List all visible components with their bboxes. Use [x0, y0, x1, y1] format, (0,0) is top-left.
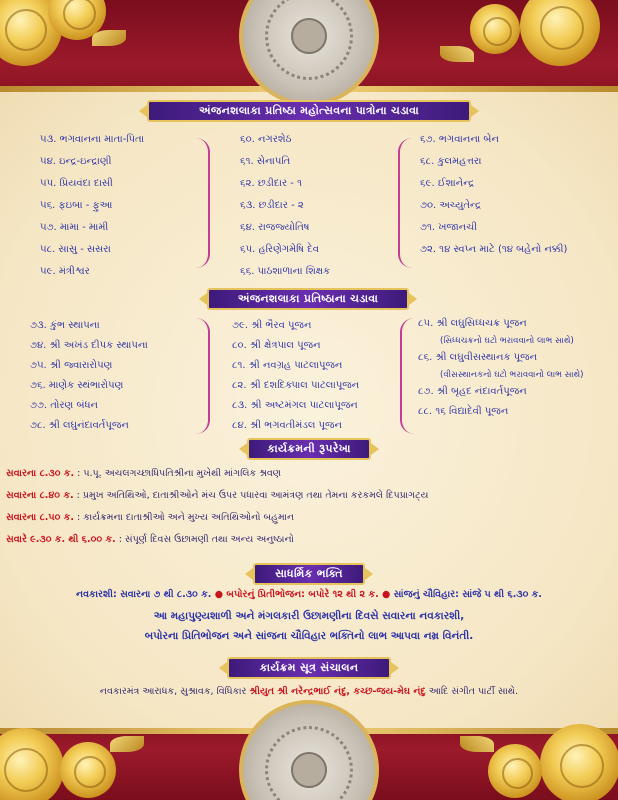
list-item: ૭૭. તોરણ બંધન [30, 400, 98, 411]
list-item: ૬૯. ઈશાનેન્દ્ર [420, 178, 475, 189]
brace-divider-icon [400, 318, 414, 434]
program-text: : પ.પૂ. અચલગચ્છાધિપતિશ્રીના મુખેથી માંગલિક શ્રવણ [74, 468, 282, 479]
section2-col2 [232, 316, 412, 436]
list-item-note: (સિધ્ધચક્રનો ઘટો ભરાવવાનો લાભ સાથે) [440, 336, 574, 346]
program-time: સવારના ૮.૪૦ ક. [6, 490, 74, 501]
list-item: ૬૬. પાઠશાળાના શિક્ષક [240, 266, 331, 277]
list-item: ૫૭. મામા - મામી [40, 222, 109, 233]
gold-leaf-icon [92, 30, 126, 46]
program-item [6, 532, 294, 548]
list-item: ૭૮. શ્રી લઘુનંદાવર્તપૂજન [30, 420, 129, 431]
section-heading-3: કાર્યક્રમની રૂપરેખા [247, 438, 371, 460]
gold-leaf-icon [110, 736, 144, 752]
brace-divider-icon [196, 138, 210, 268]
invitation-line-2: બપોરના પ્રિતિભોજન અને સાંજના ચૌવિહાર ભક્તિનો લાભ આપવા નમ્ર વિનંતી. [144, 630, 474, 642]
medallion-core [291, 18, 327, 54]
gold-leaf-icon [440, 46, 474, 62]
invitation-line-1: આ મહાપુણ્યશાળી અને મંગલકારી ઉછામણીના દિવસે સવારના નવકારશી, [153, 610, 465, 622]
list-item: ૭૯. શ્રી ભૈરવ પૂજન [232, 320, 312, 331]
anchor-prefix: નવકારમંત્ર આરાધક, સુશ્રાવક, વિધિકાર [99, 686, 250, 697]
list-item: ૬૦. નગરશેઠ [240, 134, 292, 145]
gold-leaf-icon [460, 736, 494, 752]
program-time: સવારે ૯.૩૦ ક. થી ૬.૦૦ ક. [6, 534, 116, 545]
anchor-credit [0, 686, 618, 697]
list-item: ૬૪. રાજજ્યોતિષ [240, 222, 310, 233]
section-heading-2: અંજનશલાકા પ્રતિષ્ઠાના ચડાવા [207, 288, 409, 310]
list-item: ૭૧. ખજાનચી [420, 222, 478, 233]
gold-rose-icon [60, 742, 116, 798]
list-item: ૮૨. શ્રી દશદિક્પાલ પાટલાપૂજન [232, 380, 360, 391]
list-item: ૮૧. શ્રી નવગ્રહ પાટલાપૂજન [232, 360, 343, 371]
list-item-note: (વીસસ્થાનકનો ઘટો ભરાવવાનો લાભ સાથે) [440, 370, 584, 380]
list-item: ૫૪. ઇન્દ્ર-ઇન્દ્રાણી [40, 156, 112, 167]
list-item: ૮૭. શ્રી બૃહદ નંદાવર્તપૂજન [418, 386, 527, 397]
program-item [6, 466, 281, 482]
navkarshi-time: નવકારશી: સવારના ૭ થી ૮.૩૦ ક. [76, 589, 212, 600]
list-item: ૮૪. શ્રી ભગવતીમંડલ પૂજન [232, 420, 342, 431]
list-item: ૬૭. ભગવાનના બેન [420, 134, 499, 145]
section1-col1 [40, 129, 210, 283]
list-item: ૫૩. ભગવાનના માતા-પિતા [40, 134, 145, 145]
list-item: ૭૦. અચ્યુતેન્દ્ર [420, 200, 481, 211]
list-item: ૮૦. શ્રી ક્ષેત્રપાલ પૂજન [232, 340, 321, 351]
anchor-suffix: આદિ સંગીત પાર્ટી સાથે. [425, 686, 519, 697]
program-time: સવારના ૮.૫૦ ક. [6, 512, 74, 523]
list-item: ૫૯. મંત્રીશ્વર [40, 266, 90, 277]
brace-divider-icon [196, 318, 210, 434]
list-item: ૭૨. ૧૪ સ્વપ્ન માટે (૧૪ બહેનો નક્કી) [420, 244, 568, 255]
program-text: : કાર્યક્રમના દાતાશ્રીઓ અને મુખ્ય અતિથિઓનો બહુમાન [73, 512, 295, 523]
meal-timings [0, 589, 618, 600]
program-text: : સંપૂર્ણ દિવસ ઉછામણી તથા અન્ય અનુષ્ઠાનો [115, 534, 294, 545]
list-item: ૬૨. છડીદાર - ૧ [240, 178, 302, 189]
list-item: ૮૬. શ્રી લઘુવીસસ્થાનક પૂજન [418, 352, 538, 363]
section2-col3 [418, 314, 614, 422]
list-item: ૬૮. કુલમહત્તરા [420, 156, 482, 167]
section-heading-1: અંજનશલાકા પ્રતિષ્ઠા મહોત્સવના પાત્રોના ચડાવા [147, 100, 471, 122]
gold-rose-icon [540, 724, 618, 800]
list-item: ૮૫. શ્રી લઘુસિધ્ધચક્ર પૂજન [418, 318, 527, 329]
section-heading-5: કાર્યક્રમ સૂત્ર સંચાલન [227, 657, 391, 679]
list-item: ૫૫. પ્રિયવંદા દાસી [40, 178, 113, 189]
list-item: ૬૧. સેનાપતિ [240, 156, 291, 167]
brace-divider-icon [398, 138, 412, 268]
program-item [6, 488, 428, 504]
list-item: ૮૩. શ્રી અષ્ટમંગલ પાટલાપૂજન [232, 400, 358, 411]
list-item: ૭૩. કુંભ સ્થાપના [30, 320, 100, 331]
chauvihar-time: સાંજનું ચૌવિહાર: સાંજે ૫ થી ૬.૩૦ ક. [393, 589, 542, 600]
anchor-name: શ્રીયુત શ્રી નરેન્દ્રભાઈ નંદુ, કચ્છ-જય-મેઘ નંદુ [249, 686, 426, 697]
gold-rose-icon [488, 744, 542, 798]
program-item [6, 510, 294, 526]
section1-col2 [240, 129, 410, 283]
program-text: : પ્રમુખ અતિથિઓ, દાતાશ્રીઓને મંચ ઉપર પધારવા આમંત્રણ તથા તેમના કરકમલે દિપપ્રાગટ્ય [73, 490, 429, 501]
list-item: ૭૫. શ્રી જ્વારારોપણ [30, 360, 113, 371]
lunch-time: ● બપોરનું પ્રિતીભોજન: બપોરે ૧૨ થી ૨ ક. ● [211, 589, 394, 600]
list-item: ૬૫. હરિણેગમેષિ દેવ [240, 244, 319, 255]
medallion-core [291, 752, 327, 788]
list-item: ૮૮. ૧૬ વિદ્યાદેવી પૂજન [418, 406, 509, 417]
section1-col3 [420, 129, 616, 261]
list-item: ૫૮. સાસુ - સસરા [40, 244, 111, 255]
section2-col1 [30, 316, 200, 436]
section-heading-4: સાધર્મિક ભક્તિ [253, 563, 365, 585]
list-item: ૫૬. ફઇબા - ફુઆ [40, 200, 113, 211]
list-item: ૭૪. શ્રી અખંડ દીપક સ્થાપના [30, 340, 148, 351]
gold-rose-icon [470, 4, 520, 54]
program-time: સવારના ૮.૩૦ ક. [6, 468, 75, 479]
list-item: ૬૩. છડીદાર - ૨ [240, 200, 304, 211]
list-item: ૭૬. માણેક સ્થંભારોપણ [30, 380, 124, 391]
